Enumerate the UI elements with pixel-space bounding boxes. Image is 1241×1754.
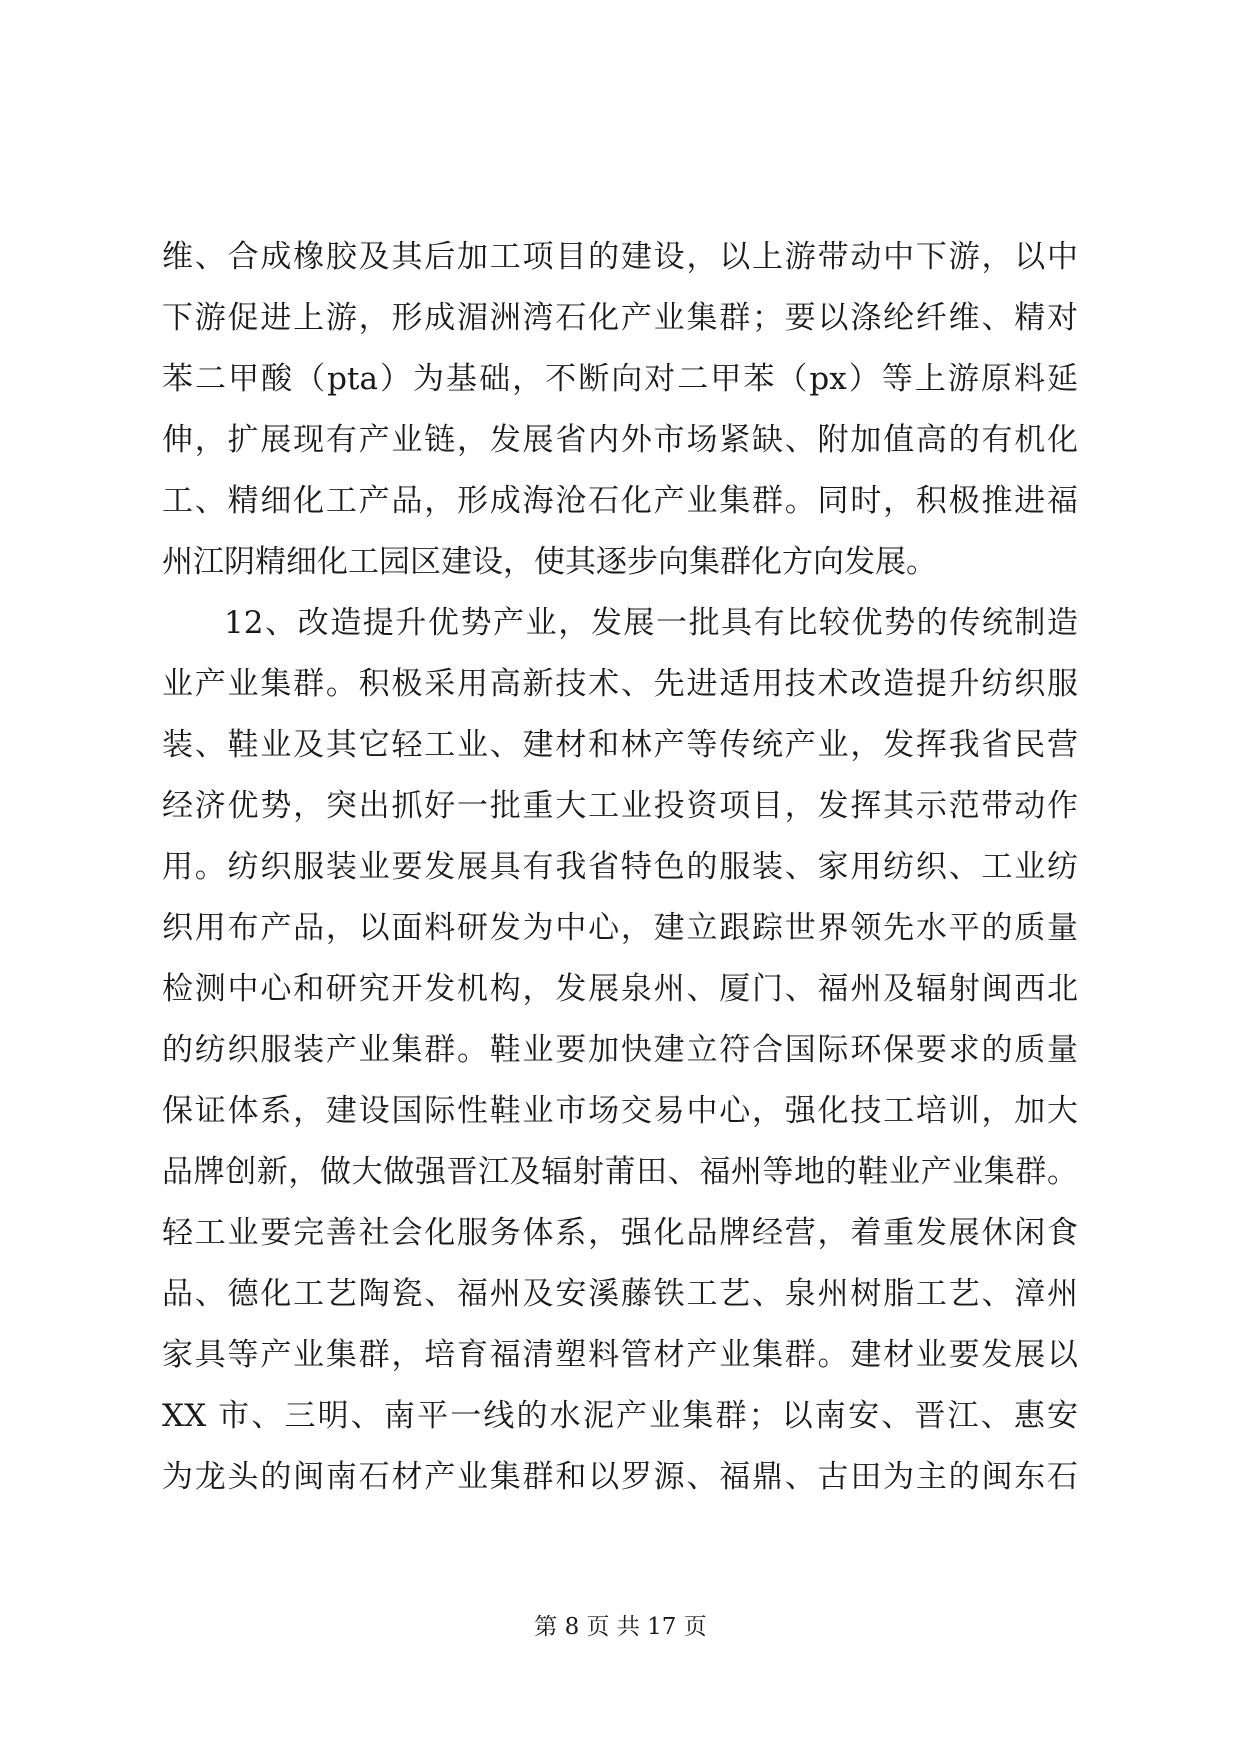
text-line: 苯二甲酸（pta）为基础，不断向对二甲苯（px）等上游原料延 [162,361,1078,397]
text-line: 维、合成橡胶及其后加工项目的建设，以上游带动中下游，以中 [162,239,1078,275]
text-line: 保证体系，建设国际性鞋业市场交易中心，强化技工培训，加大 [162,1093,1078,1129]
document-body [162,227,1078,1508]
text-line: XX 市、三明、南平一线的水泥产业集群；以南安、晋江、惠安 [162,1398,1078,1434]
text-line: 工、精细化工产品，形成海沧石化产业集群。同时，积极推进福 [162,483,1078,519]
text-line: 为龙头的闽南石材产业集群和以罗源、福鼎、古田为主的闽东石 [162,1459,1078,1495]
text-line: 的纺织服装产业集群。鞋业要加快建立符合国际环保要求的质量 [162,1032,1078,1068]
text-line: 经济优势，突出抓好一批重大工业投资项目，发挥其示范带动作 [162,788,1078,824]
text-line: 家具等产业集群，培育福清塑料管材产业集群。建材业要发展以 [162,1337,1078,1373]
page-number-footer: 第 8 页 共 17 页 [534,1614,707,1640]
text-line: 轻工业要完善社会化服务体系，强化品牌经营，着重发展休闲食 [162,1215,1078,1251]
text-line: 下游促进上游，形成湄洲湾石化产业集群；要以涤纶纤维、精对 [162,300,1078,336]
text-line: 品牌创新，做大做强晋江及辐射莆田、福州等地的鞋业产业集群。 [162,1154,1078,1190]
text-line: 装、鞋业及其它轻工业、建材和林产等传统产业，发挥我省民营 [162,727,1078,763]
text-line: 品、德化工艺陶瓷、福州及安溪藤铁工艺、泉州树脂工艺、漳州 [162,1276,1078,1312]
text-line: 检测中心和研究开发机构，发展泉州、厦门、福州及辐射闽西北 [162,971,1078,1007]
text-line: 业产业集群。积极采用高新技术、先进适用技术改造提升纺织服 [162,666,1078,702]
text-line: 12、改造提升优势产业，发展一批具有比较优势的传统制造 [224,605,1078,641]
text-line: 伸，扩展现有产业链，发展省内外市场紧缺、附加值高的有机化 [162,422,1078,458]
text-line: 州江阴精细化工园区建设，使其逐步向集群化方向发展。 [162,544,937,580]
text-line: 织用布产品，以面料研发为中心，建立跟踪世界领先水平的质量 [162,910,1078,946]
text-line: 用。纺织服装业要发展具有我省特色的服装、家用纺织、工业纺 [162,849,1078,885]
